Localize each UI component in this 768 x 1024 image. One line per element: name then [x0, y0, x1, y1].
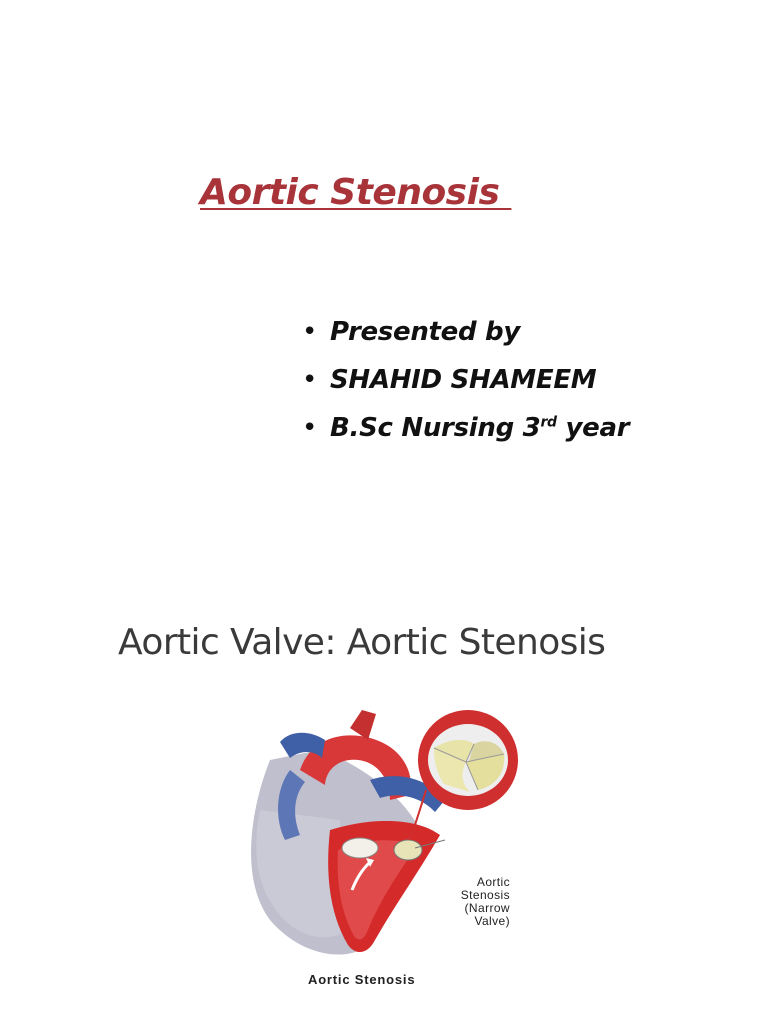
bullet-icon: • — [302, 413, 318, 443]
bullet-icon: • — [302, 365, 318, 395]
bullet-presenter-name — [300, 358, 629, 406]
bullet-text: Presented by — [330, 317, 521, 347]
callout-line: (Narrow — [464, 901, 510, 915]
callout-line: Aortic — [476, 875, 510, 889]
figure-caption: Aortic Stenosis — [308, 972, 416, 987]
heart-figure — [230, 700, 560, 1000]
bullet-text: B.Sc Nursing 3 — [330, 413, 541, 443]
callout-line: Stenosis — [460, 888, 510, 902]
callout-line: Valve) — [474, 914, 510, 928]
bullet-presented-by — [300, 310, 629, 358]
bullet-course — [300, 406, 629, 454]
bullet-text: SHAHID SHAMEEM — [330, 365, 597, 395]
bullet-text-suffix: year — [556, 413, 630, 443]
figure-heading: Aortic Valve: Aortic Stenosis — [118, 622, 606, 663]
presenter-list — [300, 310, 629, 454]
ordinal-suffix: rd — [540, 414, 557, 431]
document-title: Aortic Stenosis — [200, 172, 512, 213]
bullet-icon: • — [302, 317, 318, 347]
callout-label — [446, 876, 510, 928]
heart-illustration — [230, 700, 560, 1000]
